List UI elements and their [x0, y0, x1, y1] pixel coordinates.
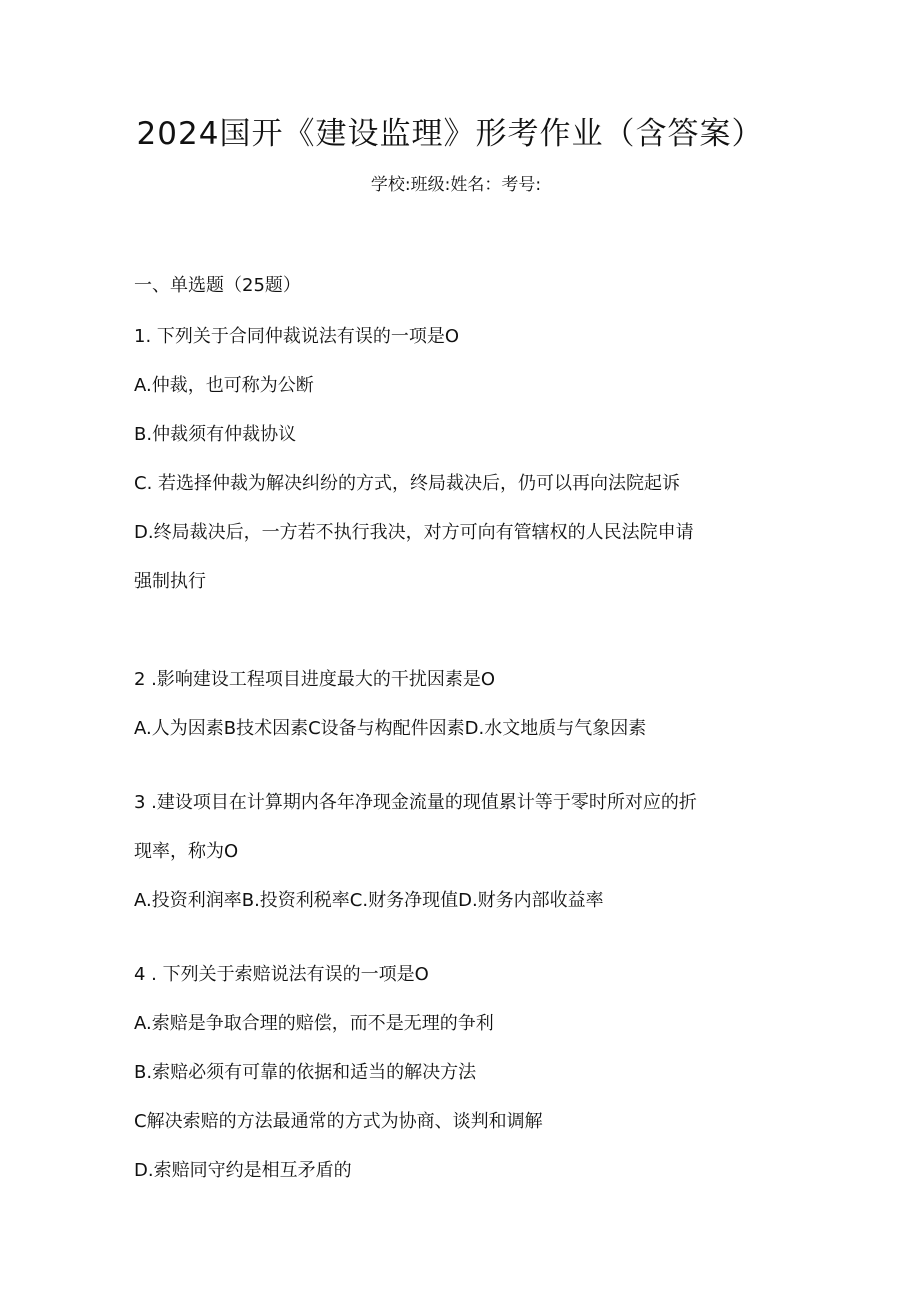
question-1-option-d: D.终局裁决后，一方若不执行我决，对方可向有管辖权的人民法院申请 [134, 522, 694, 543]
question-1-option-d-continued: 强制执行 [134, 571, 206, 592]
student-info-line: 学校:班级:姓名：考号: [370, 175, 542, 195]
section-heading: 一、单选题（25题） [134, 275, 301, 296]
question-4-option-b: B.索赔必须有可靠的依据和适当的解决方法 [134, 1062, 477, 1083]
question-1-stem: 1. 下列关于合同仲裁说法有误的一项是O [134, 326, 460, 347]
document-title: 2024国开《建设监理》形考作业（含答案） [136, 116, 764, 152]
question-2-stem: 2 .影响建设工程项目进度最大的干扰因素是O [134, 669, 496, 690]
question-4-option-c: C解决索赔的方法最通常的方式为协商、谈判和调解 [134, 1111, 543, 1132]
question-1-option-c: C. 若选择仲裁为解决纠纷的方式，终局裁决后，仍可以再向法院起诉 [134, 473, 681, 494]
question-4-option-d: D.索赔同守约是相互矛盾的 [134, 1160, 352, 1181]
question-2-options: A.人为因素B技术因素C设备与构配件因素D.水文地质与气象因素 [134, 718, 647, 739]
question-1-option-a: A.仲裁，也可称为公断 [134, 375, 314, 396]
question-3-options: A.投资利润率B.投资利税率C.财务净现值D.财务内部收益率 [134, 890, 604, 911]
question-1-option-b: B.仲裁须有仲裁协议 [134, 424, 297, 445]
question-4-option-a: A.索赔是争取合理的赔偿，而不是无理的争利 [134, 1013, 494, 1034]
question-3-stem-continued: 现率，称为O [134, 841, 239, 862]
question-4-stem: 4 . 下列关于索赔说法有误的一项是O [134, 964, 429, 985]
question-3-stem: 3 .建设项目在计算期内各年净现金流量的现值累计等于零时所对应的折 [134, 792, 697, 813]
